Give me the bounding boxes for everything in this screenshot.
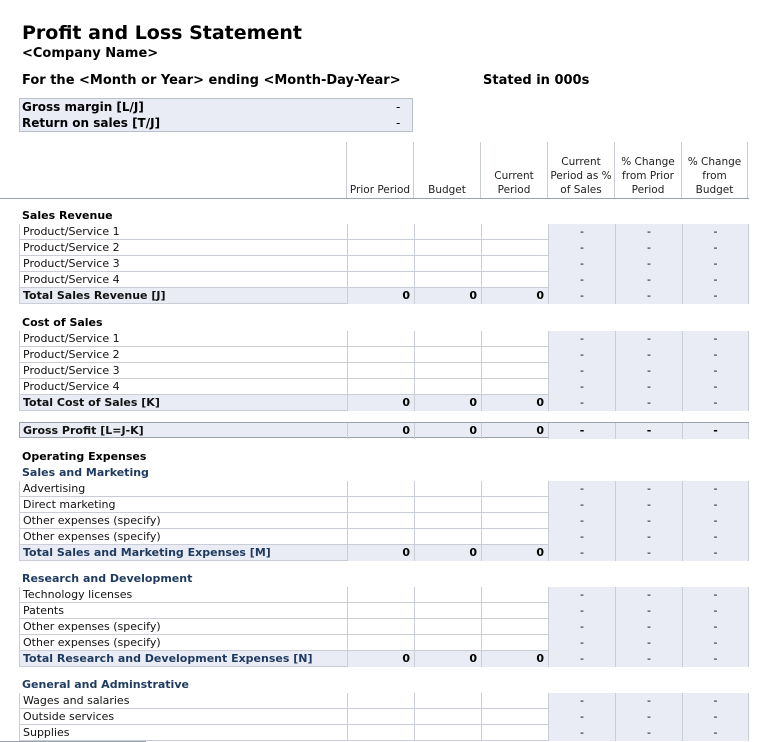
general-admin-item-row [19, 693, 749, 709]
calc-cell: - [548, 635, 615, 651]
section-title-cost-of-sales: Cost of Sales [22, 316, 103, 329]
value-cell[interactable] [481, 331, 548, 347]
calc-cell: - [615, 619, 682, 635]
value-cell[interactable] [481, 363, 548, 379]
calc-cell: - [682, 224, 749, 240]
calc-cell: - [615, 423, 682, 439]
gross-margin-row [20, 100, 414, 116]
section-title-sales-revenue: Sales Revenue [22, 209, 113, 222]
cost-of-sales-item-label[interactable]: Product/Service 2 [23, 348, 120, 361]
value-cell: 0 [414, 288, 481, 304]
value-cell[interactable] [481, 497, 548, 513]
column-header: Current Period as % of Sales [547, 142, 614, 199]
value-cell[interactable] [414, 224, 481, 240]
calc-cell: - [682, 395, 749, 411]
value-cell[interactable] [347, 725, 414, 741]
value-cell[interactable] [414, 272, 481, 288]
cost-of-sales-item-row [19, 331, 749, 347]
calc-cell: - [548, 423, 615, 439]
calc-cell: - [548, 481, 615, 497]
calc-cell: - [548, 272, 615, 288]
calc-cell: - [682, 331, 749, 347]
value-cell[interactable] [347, 693, 414, 709]
value-cell[interactable] [414, 347, 481, 363]
value-cell: 0 [481, 288, 548, 304]
summary-box [19, 98, 413, 132]
calc-cell: - [615, 224, 682, 240]
value-cell[interactable] [414, 725, 481, 741]
value-cell: 0 [347, 423, 414, 439]
value-cell[interactable] [347, 379, 414, 395]
value-cell[interactable] [347, 224, 414, 240]
sales-revenue-item-row [19, 240, 749, 256]
sales-marketing-item-label[interactable]: Other expenses (specify) [23, 514, 161, 527]
sales-marketing-item-label[interactable]: Other expenses (specify) [23, 530, 161, 543]
calc-cell: - [682, 256, 749, 272]
total-cost-of-sales-label: Total Cost of Sales [K] [23, 396, 160, 409]
value-cell[interactable] [347, 603, 414, 619]
calc-cell: - [548, 497, 615, 513]
research-development-item-row [19, 619, 749, 635]
calc-cell: - [548, 395, 615, 411]
research-development-item-label[interactable]: Other expenses (specify) [23, 620, 161, 633]
value-cell[interactable] [481, 709, 548, 725]
value-cell[interactable] [347, 481, 414, 497]
column-header: Prior Period [346, 142, 413, 199]
calc-cell: - [682, 635, 749, 651]
research-development-item-row [19, 603, 749, 619]
value-cell: 0 [347, 288, 414, 304]
value-cell[interactable] [481, 693, 548, 709]
value-cell[interactable] [414, 363, 481, 379]
calc-cell: - [615, 497, 682, 513]
calc-cell: - [615, 240, 682, 256]
period-line[interactable]: For the <Month or Year> ending <Month-Day-Year> [22, 73, 401, 88]
calc-cell: - [615, 603, 682, 619]
value-cell[interactable] [414, 635, 481, 651]
sales-marketing-item-row [19, 529, 749, 545]
section-title-research-development: Research and Development [22, 572, 193, 585]
research-development-item-label[interactable]: Technology licenses [23, 588, 133, 601]
sales-marketing-item-row [19, 497, 749, 513]
calc-cell: - [682, 603, 749, 619]
calc-cell: - [548, 603, 615, 619]
calc-cell: - [615, 709, 682, 725]
calc-cell: - [615, 693, 682, 709]
research-development-item-row [19, 635, 749, 651]
cost-of-sales-item-label[interactable]: Product/Service 1 [23, 332, 120, 345]
value-cell[interactable] [347, 635, 414, 651]
value-cell[interactable] [481, 379, 548, 395]
value-cell[interactable] [481, 256, 548, 272]
value-cell[interactable] [414, 379, 481, 395]
calc-cell: - [548, 240, 615, 256]
value-cell[interactable] [414, 693, 481, 709]
calc-cell: - [682, 619, 749, 635]
value-cell[interactable] [414, 513, 481, 529]
calc-cell: - [548, 545, 615, 561]
sales-marketing-item-label[interactable]: Direct marketing [23, 498, 116, 511]
calc-cell: - [548, 331, 615, 347]
total-sales-revenue-label: Total Sales Revenue [J] [23, 289, 166, 302]
value-cell[interactable] [481, 635, 548, 651]
value-cell[interactable] [414, 240, 481, 256]
gross-margin-value: - [396, 100, 401, 114]
value-cell[interactable] [414, 529, 481, 545]
return-on-sales-row [20, 116, 414, 132]
total-sales-marketing-label: Total Sales and Marketing Expenses [M] [23, 546, 271, 559]
calc-cell: - [615, 635, 682, 651]
gross-profit-label: Gross Profit [L=J-K] [23, 424, 144, 437]
value-cell: 0 [347, 545, 414, 561]
gross-profit-row [19, 422, 749, 438]
calc-cell: - [615, 272, 682, 288]
calc-cell: - [682, 240, 749, 256]
header-divider [0, 198, 749, 199]
value-cell: 0 [414, 545, 481, 561]
value-cell[interactable] [347, 709, 414, 725]
return-on-sales-value: - [396, 116, 401, 130]
cost-of-sales-item-row [19, 363, 749, 379]
general-admin-item-label[interactable]: Outside services [23, 710, 115, 723]
column-header: Budget [413, 142, 480, 199]
calc-cell: - [615, 529, 682, 545]
value-cell[interactable] [347, 256, 414, 272]
calc-cell: - [548, 513, 615, 529]
total-cost-of-sales-row [19, 395, 749, 411]
value-cell[interactable] [481, 513, 548, 529]
general-admin-item-label[interactable]: Wages and salaries [23, 694, 130, 707]
calc-cell: - [548, 619, 615, 635]
cost-of-sales-item-row [19, 379, 749, 395]
calc-cell: - [548, 709, 615, 725]
calc-cell: - [548, 379, 615, 395]
calc-cell: - [682, 363, 749, 379]
calc-cell: - [615, 347, 682, 363]
calc-cell: - [682, 529, 749, 545]
stated-units: Stated in 000s [483, 73, 590, 88]
calc-cell: - [615, 363, 682, 379]
value-cell[interactable] [481, 481, 548, 497]
value-cell[interactable] [414, 587, 481, 603]
column-header: Current Period [480, 142, 547, 199]
value-cell: 0 [414, 395, 481, 411]
calc-cell: - [548, 725, 615, 741]
value-cell[interactable] [481, 603, 548, 619]
value-cell: 0 [347, 395, 414, 411]
calc-cell: - [548, 529, 615, 545]
calc-cell: - [548, 693, 615, 709]
calc-cell: - [682, 545, 749, 561]
value-cell[interactable] [481, 240, 548, 256]
value-cell[interactable] [481, 224, 548, 240]
page-title: Profit and Loss Statement [22, 22, 302, 44]
value-cell[interactable] [481, 347, 548, 363]
cost-of-sales-item-label[interactable]: Product/Service 3 [23, 364, 120, 377]
section-title-sales-marketing: Sales and Marketing [22, 466, 149, 479]
sales-revenue-item-label[interactable]: Product/Service 2 [23, 241, 120, 254]
value-cell: 0 [414, 651, 481, 667]
value-cell[interactable] [347, 619, 414, 635]
column-header: % Change from Prior Period [614, 142, 681, 199]
calc-cell: - [615, 256, 682, 272]
value-cell: 0 [347, 651, 414, 667]
sales-revenue-item-row [19, 272, 749, 288]
value-cell[interactable] [414, 603, 481, 619]
value-cell: 0 [481, 395, 548, 411]
calc-cell: - [682, 288, 749, 304]
value-cell[interactable] [347, 513, 414, 529]
total-research-development-row [19, 651, 749, 667]
company-name[interactable]: <Company Name> [22, 46, 159, 61]
cost-of-sales-item-row [19, 347, 749, 363]
value-cell[interactable] [414, 256, 481, 272]
calc-cell: - [682, 725, 749, 741]
total-sales-marketing-row [19, 545, 749, 561]
value-cell[interactable] [347, 240, 414, 256]
value-cell[interactable] [347, 347, 414, 363]
research-development-item-label[interactable]: Patents [23, 604, 64, 617]
value-cell[interactable] [481, 529, 548, 545]
value-cell: 0 [481, 545, 548, 561]
return-on-sales-label: Return on sales [T/J] [22, 116, 161, 130]
sales-revenue-item-label[interactable]: Product/Service 3 [23, 257, 120, 270]
value-cell[interactable] [414, 481, 481, 497]
value-cell[interactable] [414, 497, 481, 513]
section-title-general-admin: General and Adminstrative [22, 678, 189, 691]
sales-marketing-item-row [19, 481, 749, 497]
calc-cell: - [548, 224, 615, 240]
value-cell[interactable] [481, 619, 548, 635]
calc-cell: - [548, 347, 615, 363]
gross-margin-label: Gross margin [L/J] [22, 100, 144, 114]
calc-cell: - [615, 651, 682, 667]
calc-cell: - [615, 331, 682, 347]
sales-revenue-item-label[interactable]: Product/Service 1 [23, 225, 120, 238]
section-title-operating-expenses: Operating Expenses [22, 450, 147, 463]
sales-marketing-item-row [19, 513, 749, 529]
calc-cell: - [682, 709, 749, 725]
calc-cell: - [682, 497, 749, 513]
value-cell: 0 [481, 423, 548, 439]
calc-cell: - [548, 288, 615, 304]
value-cell[interactable] [414, 709, 481, 725]
value-cell[interactable] [481, 725, 548, 741]
calc-cell: - [615, 545, 682, 561]
sales-revenue-item-row [19, 224, 749, 240]
sales-revenue-item-row [19, 256, 749, 272]
value-cell[interactable] [481, 272, 548, 288]
column-headers [346, 142, 749, 199]
calc-cell: - [682, 481, 749, 497]
value-cell[interactable] [414, 619, 481, 635]
value-cell[interactable] [347, 363, 414, 379]
calc-cell: - [682, 347, 749, 363]
general-admin-item-label[interactable]: Supplies [23, 726, 70, 739]
calc-cell: - [615, 395, 682, 411]
value-cell[interactable] [414, 331, 481, 347]
calc-cell: - [615, 725, 682, 741]
sales-marketing-item-label[interactable]: Advertising [23, 482, 86, 495]
calc-cell: - [682, 379, 749, 395]
general-admin-item-row [19, 709, 749, 725]
value-cell[interactable] [347, 497, 414, 513]
calc-cell: - [615, 587, 682, 603]
calc-cell: - [548, 256, 615, 272]
research-development-item-label[interactable]: Other expenses (specify) [23, 636, 161, 649]
value-cell[interactable] [347, 331, 414, 347]
value-cell: 0 [414, 423, 481, 439]
calc-cell: - [682, 513, 749, 529]
value-cell: 0 [481, 651, 548, 667]
calc-cell: - [615, 513, 682, 529]
value-cell[interactable] [481, 587, 548, 603]
research-development-item-row [19, 587, 749, 603]
calc-cell: - [615, 481, 682, 497]
total-sales-revenue-row [19, 288, 749, 304]
calc-cell: - [682, 651, 749, 667]
value-cell[interactable] [347, 272, 414, 288]
calc-cell: - [548, 651, 615, 667]
calc-cell: - [615, 379, 682, 395]
calc-cell: - [548, 587, 615, 603]
calc-cell: - [682, 693, 749, 709]
column-header: % Change from Budget [681, 142, 748, 199]
total-research-development-label: Total Research and Development Expenses [N] [23, 652, 313, 665]
calc-cell: - [548, 363, 615, 379]
sales-revenue-item-label[interactable]: Product/Service 4 [23, 273, 120, 286]
calc-cell: - [682, 587, 749, 603]
value-cell[interactable] [347, 587, 414, 603]
calc-cell: - [682, 272, 749, 288]
value-cell[interactable] [347, 529, 414, 545]
cost-of-sales-item-label[interactable]: Product/Service 4 [23, 380, 120, 393]
calc-cell: - [615, 288, 682, 304]
calc-cell: - [682, 423, 749, 439]
general-admin-item-row [19, 725, 749, 741]
